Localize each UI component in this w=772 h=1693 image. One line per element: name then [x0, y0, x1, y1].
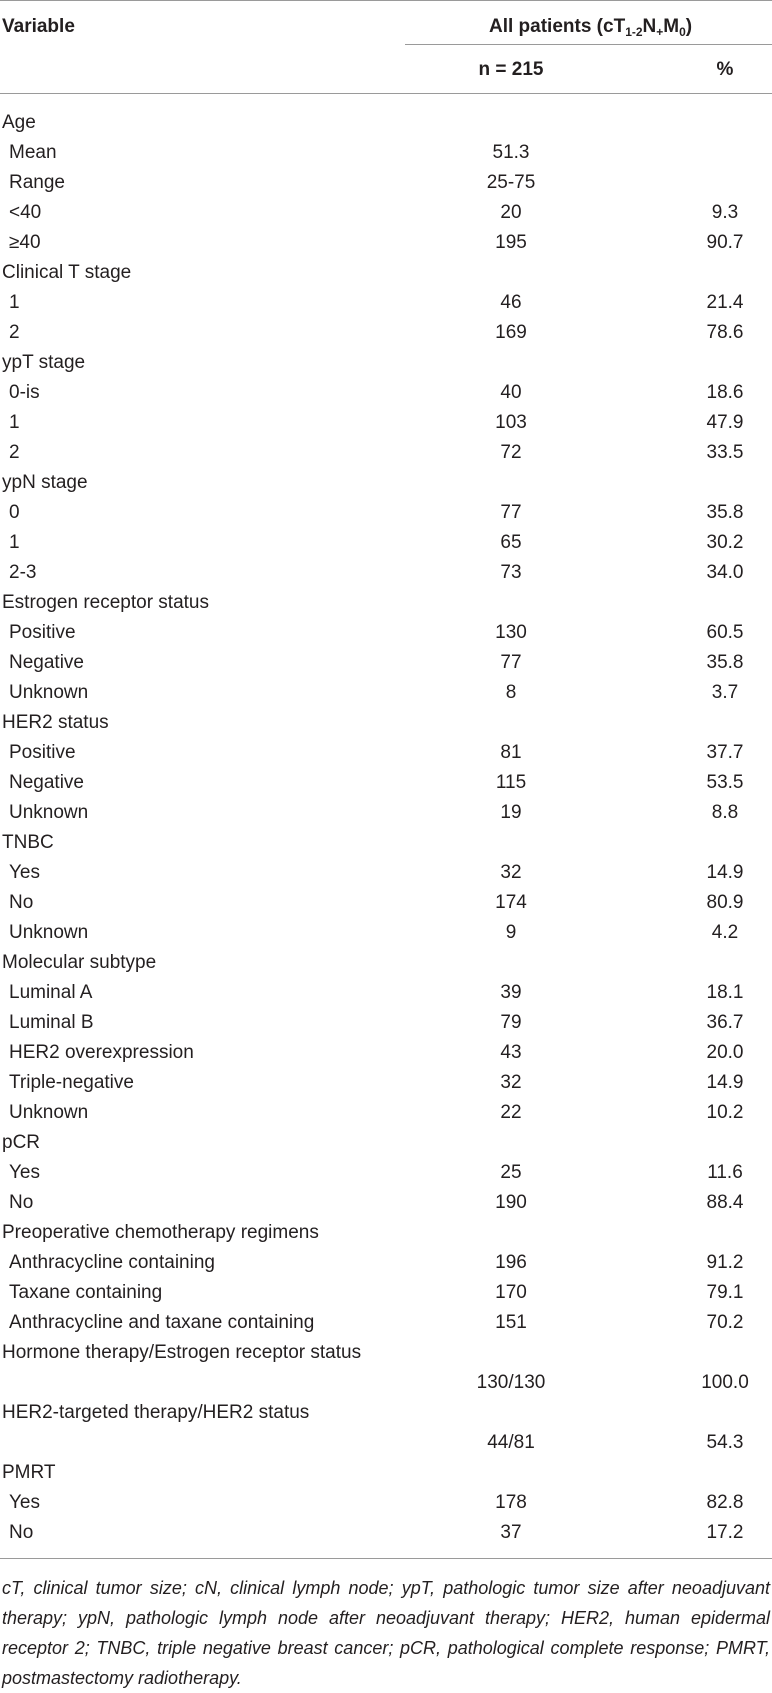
row-category-label: HER2 status	[2, 712, 109, 733]
table-row	[0, 709, 772, 739]
table-row	[0, 199, 772, 229]
table-row	[0, 1519, 772, 1549]
row-sublabel: Yes	[9, 862, 40, 883]
row-n-value: 73	[500, 562, 522, 583]
group-m: M	[663, 16, 680, 37]
table-row	[0, 349, 772, 379]
row-n-value: 46	[500, 292, 522, 313]
row-n-value: 151	[495, 1312, 527, 1333]
row-sublabel: 2-3	[9, 562, 37, 583]
row-n-value: 130/130	[476, 1372, 546, 1393]
row-n-value: 130	[495, 622, 527, 643]
row-n-value: 43	[500, 1042, 522, 1063]
row-category-label: Age	[2, 112, 36, 133]
table-row	[0, 289, 772, 319]
table-row	[0, 1249, 772, 1279]
row-category-label: Preoperative chemotherapy regimens	[2, 1222, 319, 1243]
bottom-rule	[0, 1558, 772, 1559]
table-row	[0, 409, 772, 439]
row-percent-value: 11.6	[707, 1162, 743, 1183]
row-category-label: Hormone therapy/Estrogen receptor status	[2, 1342, 362, 1363]
row-percent-value: 60.5	[706, 622, 744, 643]
row-sublabel: Mean	[9, 142, 57, 163]
row-sublabel: No	[9, 892, 34, 913]
table-row	[0, 619, 772, 649]
row-n-value: 19	[500, 802, 522, 823]
row-percent-value: 10.2	[706, 1102, 744, 1123]
table-row	[0, 949, 772, 979]
row-percent-value: 17.2	[706, 1522, 744, 1543]
row-percent-value: 3.7	[711, 682, 739, 703]
table-row	[0, 1489, 772, 1519]
row-sublabel: Yes	[9, 1492, 40, 1513]
variable-column-header: Variable	[2, 16, 75, 37]
table-row	[0, 499, 772, 529]
table-row	[0, 1279, 772, 1309]
row-n-value: 174	[495, 892, 527, 913]
row-n-value: 39	[500, 982, 522, 1003]
row-sublabel: Positive	[9, 622, 76, 643]
group-n: N	[642, 16, 657, 37]
row-n-value: 32	[500, 862, 522, 883]
table-row	[0, 469, 772, 499]
row-n-value: 25	[500, 1162, 522, 1183]
table-row	[0, 799, 772, 829]
group-sub-n: +	[656, 25, 664, 39]
row-n-value: 115	[495, 772, 527, 793]
row-category-label: ypN stage	[2, 472, 88, 493]
row-percent-value: 53.5	[706, 772, 744, 793]
row-n-value: 79	[500, 1012, 522, 1033]
all-patients-column-header	[489, 16, 692, 39]
n-column-header: n = 215	[478, 59, 544, 80]
row-sublabel: 1	[9, 532, 20, 553]
table-row	[0, 1009, 772, 1039]
row-sublabel: Unknown	[9, 802, 89, 823]
row-sublabel: Luminal A	[9, 982, 93, 1003]
table-row	[0, 559, 772, 589]
row-n-value: 190	[495, 1192, 527, 1213]
row-percent-value: 4.2	[711, 922, 739, 943]
row-n-value: 40	[500, 382, 522, 403]
table-row	[0, 739, 772, 769]
row-sublabel: Anthracycline and taxane containing	[9, 1312, 315, 1333]
top-rule	[0, 0, 772, 1]
row-percent-value: 88.4	[706, 1192, 744, 1213]
row-n-value: 72	[500, 442, 522, 463]
row-sublabel: 1	[9, 412, 20, 433]
table-row	[0, 139, 772, 169]
row-sublabel: 0	[9, 502, 20, 523]
row-n-value: 103	[495, 412, 527, 433]
row-sublabel: Luminal B	[9, 1012, 94, 1033]
row-category-label: Molecular subtype	[2, 952, 157, 973]
row-percent-value: 79.1	[706, 1282, 744, 1303]
row-percent-value: 35.8	[706, 502, 744, 523]
row-sublabel: 0-is	[9, 382, 40, 403]
row-sublabel: Taxane containing	[9, 1282, 163, 1303]
row-sublabel: Range	[9, 172, 65, 193]
table-body	[0, 109, 772, 1549]
table-row	[0, 259, 772, 289]
row-percent-value: 35.8	[706, 652, 744, 673]
table-row	[0, 1159, 772, 1189]
table-row	[0, 169, 772, 199]
row-n-value: 178	[495, 1492, 527, 1513]
row-percent-value: 36.7	[706, 1012, 744, 1033]
table-row	[0, 889, 772, 919]
row-n-value: 44/81	[487, 1432, 535, 1453]
row-percent-value: 47.9	[706, 412, 744, 433]
header-bottom-rule	[0, 93, 772, 94]
table-row	[0, 1369, 772, 1399]
row-n-value: 65	[500, 532, 522, 553]
row-category-label: TNBC	[2, 832, 54, 853]
row-sublabel: <40	[9, 202, 42, 223]
row-percent-value: 82.8	[706, 1492, 744, 1513]
row-n-value: 8	[505, 682, 517, 703]
row-n-value: 81	[500, 742, 522, 763]
row-n-value: 32	[500, 1072, 522, 1093]
table-row	[0, 229, 772, 259]
row-sublabel: Unknown	[9, 922, 89, 943]
table-footnote: cT, clinical tumor size; cN, clinical lymph node; ypT, pathologic tumor size after neoadjuvant therapy; ypN, pathologic lymph node after neoadjuvant therapy; HER2, human epidermal receptor 2; TNBC, triple negative breast cancer; pCR, pathological complete response; PMRT, postmastectomy radiotherapy.	[2, 1578, 770, 1688]
row-percent-value: 20.0	[706, 1042, 744, 1063]
row-sublabel: 2	[9, 322, 20, 343]
row-percent-value: 18.1	[706, 982, 744, 1003]
row-n-value: 169	[495, 322, 527, 343]
row-percent-value: 54.3	[706, 1432, 744, 1453]
row-sublabel: Triple-negative	[9, 1072, 134, 1093]
group-sub-m: 0	[679, 25, 686, 39]
table-row	[0, 679, 772, 709]
group-sub-t: 1-2	[625, 25, 643, 39]
row-percent-value: 91.2	[706, 1252, 744, 1273]
row-percent-value: 18.6	[706, 382, 744, 403]
table-row	[0, 109, 772, 139]
row-percent-value: 33.5	[706, 442, 744, 463]
table-row	[0, 829, 772, 859]
row-sublabel: Positive	[9, 742, 76, 763]
table-row	[0, 529, 772, 559]
row-category-label: Estrogen receptor status	[2, 592, 209, 613]
table-row	[0, 1309, 772, 1339]
row-n-value: 22	[500, 1102, 522, 1123]
row-sublabel: 2	[9, 442, 20, 463]
row-percent-value: 70.2	[706, 1312, 744, 1333]
row-n-value: 9	[505, 922, 517, 943]
row-sublabel: Yes	[9, 1162, 40, 1183]
row-percent-value: 30.2	[706, 532, 744, 553]
table-row	[0, 1069, 772, 1099]
row-category-label: Clinical T stage	[2, 262, 132, 283]
row-percent-value: 8.8	[711, 802, 739, 823]
table-row	[0, 439, 772, 469]
row-category-label: pCR	[2, 1132, 41, 1153]
table-row	[0, 319, 772, 349]
table-row	[0, 1429, 772, 1459]
table-row	[0, 769, 772, 799]
row-n-value: 37	[500, 1522, 522, 1543]
row-percent-value: 9.3	[711, 202, 739, 223]
table-row	[0, 1339, 772, 1369]
row-n-value: 195	[495, 232, 527, 253]
row-percent-value: 90.7	[706, 232, 744, 253]
percent-column-header: %	[716, 59, 734, 80]
row-sublabel: No	[9, 1522, 34, 1543]
table-row	[0, 589, 772, 619]
row-percent-value: 37.7	[706, 742, 744, 763]
row-n-value: 25-75	[486, 172, 536, 193]
row-sublabel: Negative	[9, 772, 84, 793]
group-suffix: )	[685, 16, 693, 37]
table-row	[0, 1399, 772, 1429]
row-percent-value: 21.4	[706, 292, 744, 313]
table-row	[0, 1219, 772, 1249]
table-row	[0, 1129, 772, 1159]
row-n-value: 20	[500, 202, 522, 223]
table-row	[0, 979, 772, 1009]
group-prefix: All patients (cT	[489, 16, 626, 37]
row-percent-value: 100.0	[701, 1372, 749, 1393]
row-n-value: 77	[500, 502, 522, 523]
row-category-label: ypT stage	[2, 352, 86, 373]
row-category-label: HER2-targeted therapy/HER2 status	[2, 1402, 310, 1423]
row-n-value: 170	[495, 1282, 527, 1303]
table-row	[0, 649, 772, 679]
row-sublabel: Negative	[9, 652, 84, 673]
table-row	[0, 379, 772, 409]
table-row	[0, 1189, 772, 1219]
row-sublabel: Anthracycline containing	[9, 1252, 215, 1273]
table-row	[0, 1099, 772, 1129]
row-percent-value: 78.6	[706, 322, 744, 343]
row-n-value: 77	[500, 652, 522, 673]
row-sublabel: 1	[9, 292, 20, 313]
row-percent-value: 80.9	[706, 892, 744, 913]
row-sublabel: Unknown	[9, 1102, 89, 1123]
table-row	[0, 1039, 772, 1069]
group-header-rule	[405, 44, 772, 45]
row-n-value: 196	[495, 1252, 527, 1273]
row-sublabel: HER2 overexpression	[9, 1042, 194, 1063]
table-row	[0, 859, 772, 889]
row-sublabel: No	[9, 1192, 34, 1213]
row-n-value: 51.3	[492, 142, 530, 163]
row-sublabel: Unknown	[9, 682, 89, 703]
table-row	[0, 1459, 772, 1489]
table-row	[0, 919, 772, 949]
row-percent-value: 14.9	[706, 862, 744, 883]
row-sublabel: ≥40	[9, 232, 41, 253]
row-category-label: PMRT	[2, 1462, 56, 1483]
row-percent-value: 34.0	[706, 562, 744, 583]
row-percent-value: 14.9	[706, 1072, 744, 1093]
